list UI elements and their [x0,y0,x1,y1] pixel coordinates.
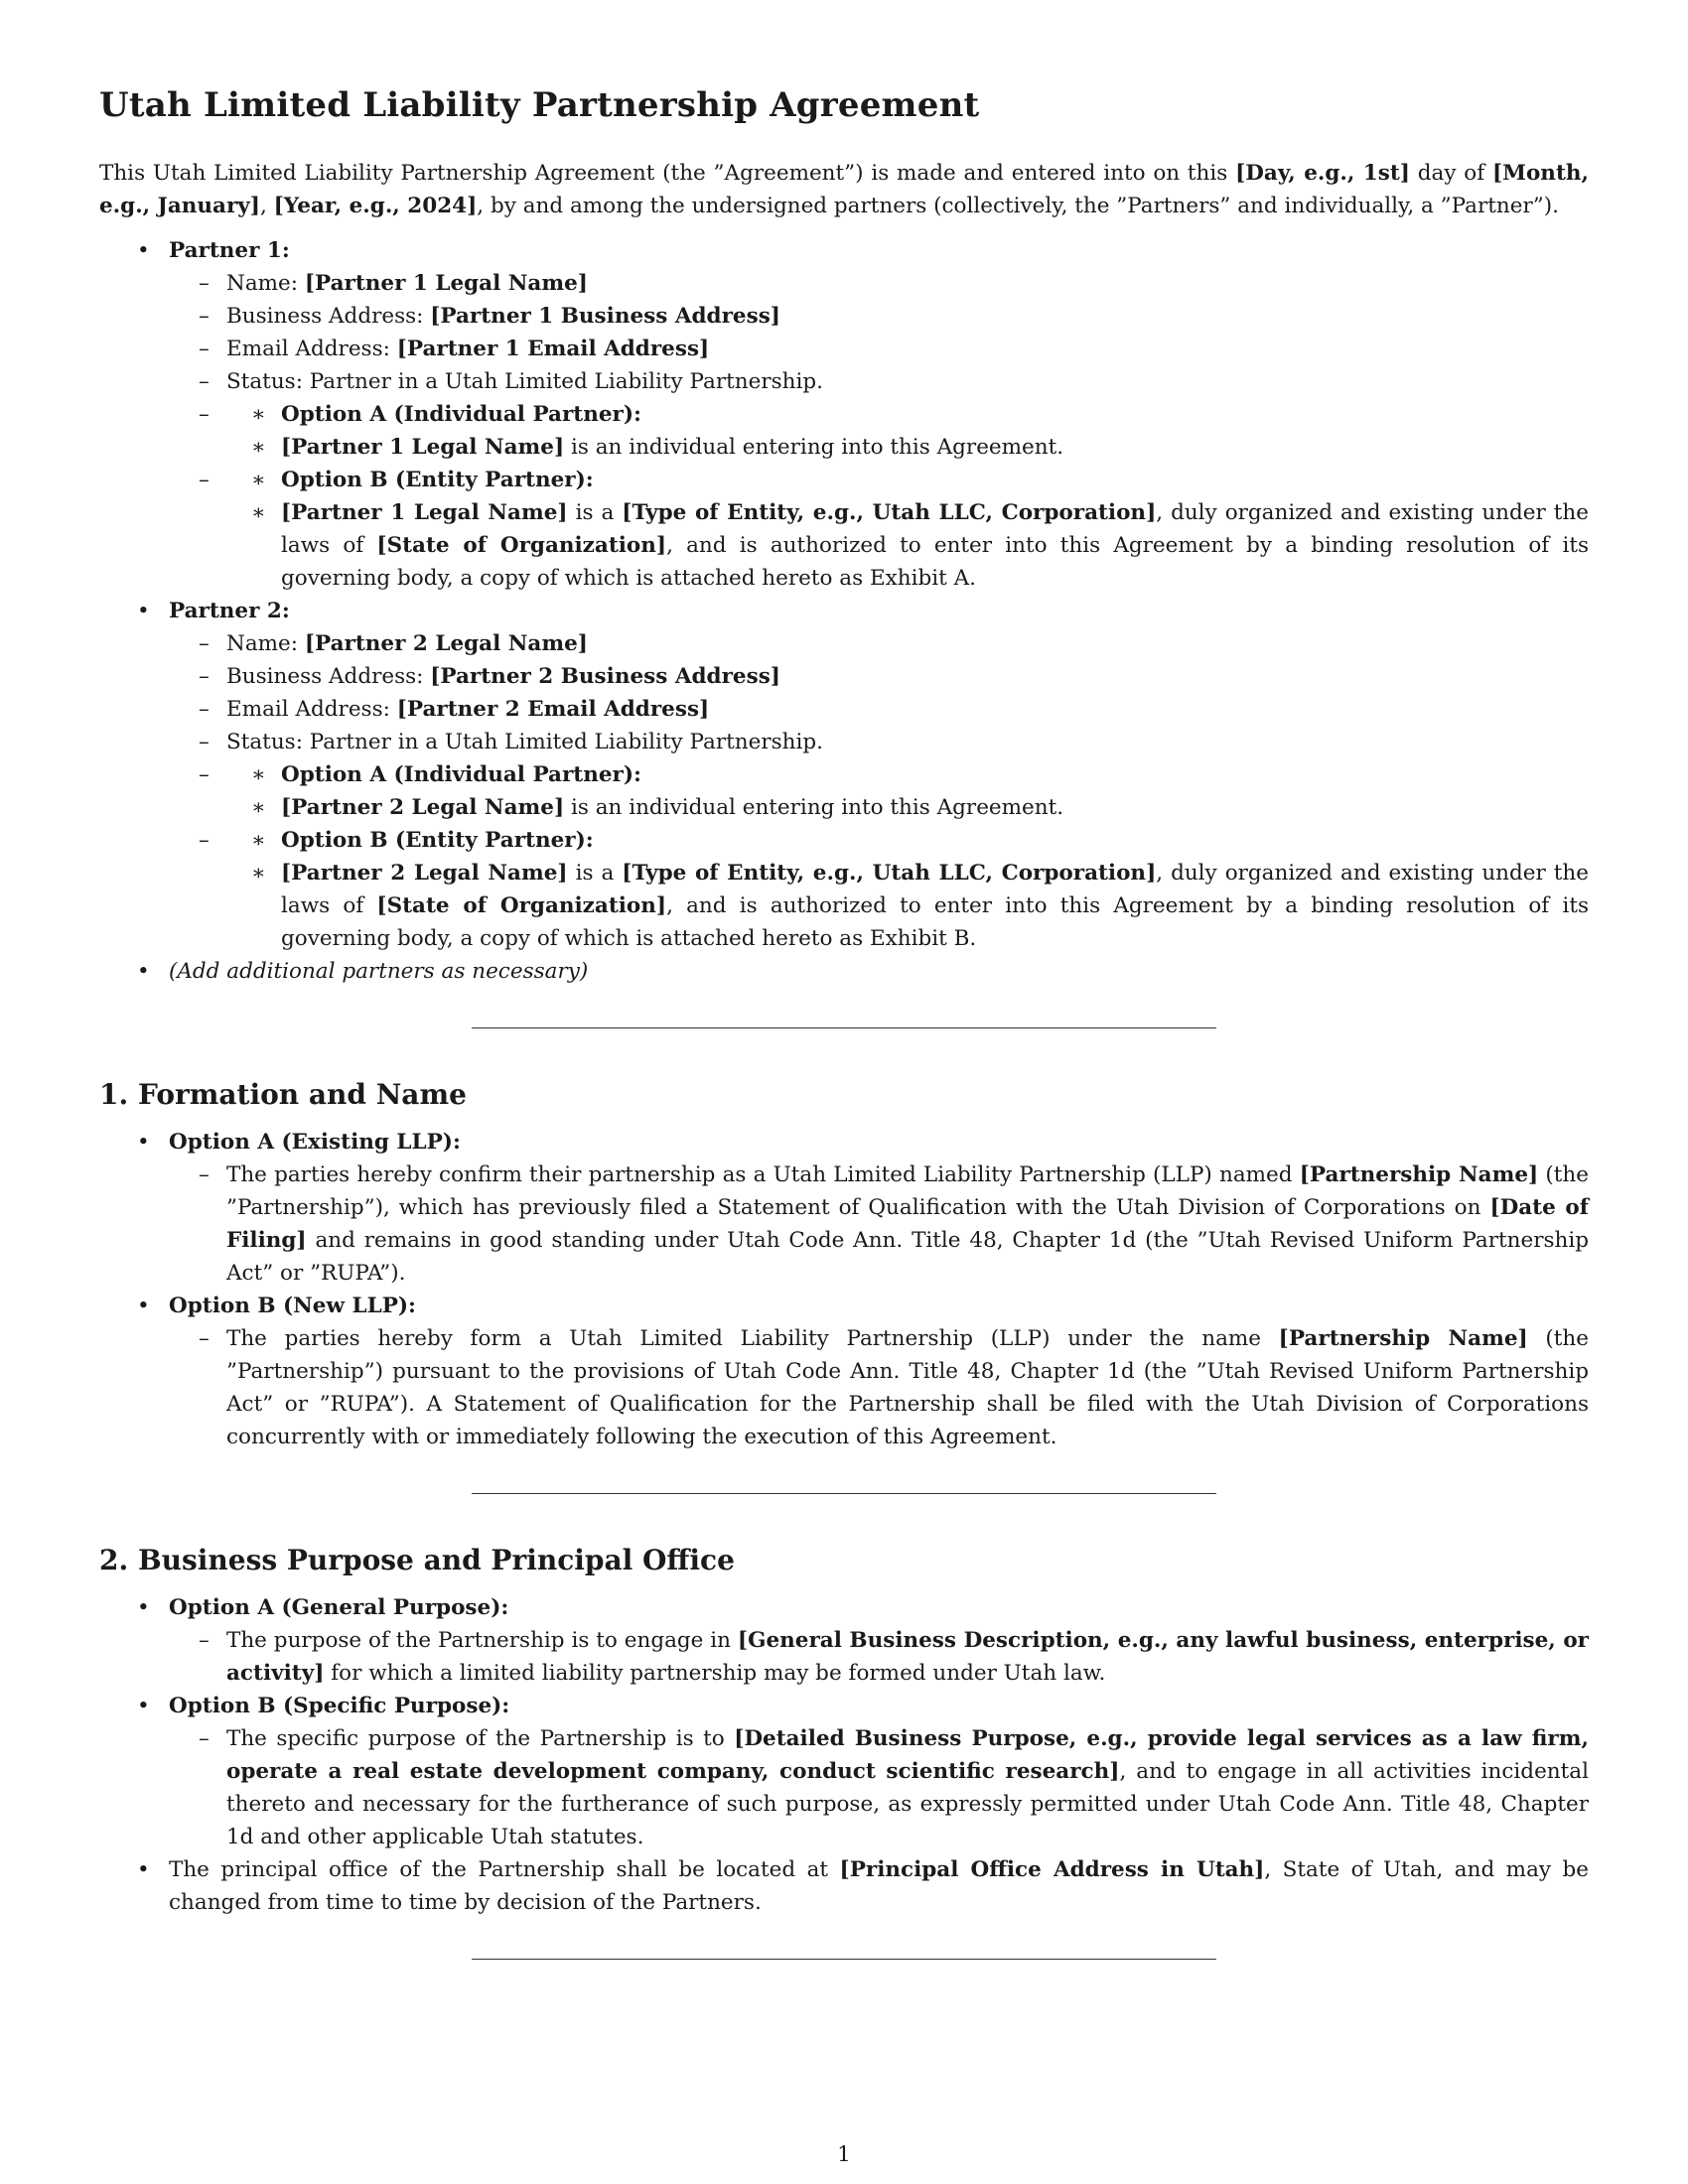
section-1-option-b [99,1290,1589,1453]
option-b-text [226,496,1589,595]
intro-text: , by and among the undersigned partners (collectively, the ”Partners” and individually, a ”Partner”). [477,194,1559,218]
body-text: The purpose of the Partnership is to engage in [226,1628,738,1653]
partner-list [99,234,1589,988]
option-b-heading [226,824,1589,857]
name-label: Name: [226,271,305,296]
body-text: , and to engage in all activities incidental thereto and necessary for the furtherance of such purpose, as expressly permitted under Utah Code Ann. Title 48, Chapter 1d and other applicable Utah statutes. [226,1759,1589,1849]
option-b-body: is a [567,500,623,525]
address-placeholder: [Partner 2 Business Address] [430,664,780,689]
body-text: (the ”Partnership”) pursuant to the provisions of Utah Code Ann. Title 48, Chapter 1d (the ”Utah Revised Uniform Partnership Act” or ”RUPA”). A Statement of Qualification for the Partnership shall be filed with the Utah Division of Corporations concurrently with or immediately following the execution of this Agreement. [226,1326,1589,1449]
date-of-filing-placeholder: [Date of Filing] [226,1195,1589,1253]
section-1-heading: 1. Formation and Name [99,1078,467,1111]
option-a-body: is an individual entering into this Agreement. [564,795,1064,820]
name-placeholder: [Partner 1 Legal Name] [281,435,565,460]
additional-partners-note [99,955,1589,988]
body-text: for which a limited liability partnership may be formed under Utah law. [324,1661,1106,1686]
section-divider [472,1493,1216,1494]
email-label: Email Address: [226,697,397,722]
partner-2-status: – Status: Partner in a Utah Limited Liability Partnership. [169,726,1589,758]
name-label: Name: [226,631,305,656]
intro-text: , [259,194,274,218]
option-b-body: , and is authorized to enter into this Agreement by a binding resolution of its governing body, a copy of which is attached hereto as Exhibit A. [281,533,1590,591]
document-page [99,83,1589,1960]
option-heading: Option B (Specific Purpose): [169,1694,510,1718]
section-1-options [99,1126,1589,1453]
option-a-list [226,398,1589,464]
partner-1-heading: Partner 1: [169,238,290,263]
business-description-placeholder: [General Business Description, e.g., any lawful business, enterprise, or activity] [226,1628,1589,1686]
option-a-heading [226,758,1589,791]
principal-office-placeholder: [Principal Office Address in Utah] [839,1857,1265,1882]
email-placeholder: [Partner 2 Email Address] [396,697,710,722]
intro-text: This Utah Limited Liability Partnership Agreement (the ”Agreement”) is made and entered into on this [99,161,1236,186]
entity-type-placeholder: [Type of Entity, e.g., Utah LLC, Corporation] [622,500,1157,525]
section-2-option-a [99,1591,1589,1690]
address-label: Business Address: [226,304,431,329]
section-1-option-b-text [169,1322,1589,1453]
address-placeholder: [Partner 1 Business Address] [430,304,780,329]
section-2-options [99,1591,1589,1919]
partner-2-details [169,627,1589,955]
name-placeholder: [Partner 2 Legal Name] [281,861,568,886]
option-a-text [226,431,1589,464]
business-purpose-placeholder: [Detailed Business Purpose, e.g., provide legal services as a law firm, operate a real estate development company, conduct scientific research] [226,1726,1589,1784]
section-1-option-a-text [169,1159,1589,1290]
partner-2-option-a [169,758,1589,824]
partner-2-email [169,693,1589,726]
entity-type-placeholder: [Type of Entity, e.g., Utah LLC, Corporation] [622,861,1157,886]
partner-1-status: – Status: Partner in a Utah Limited Liability Partnership. [169,365,1589,398]
section-formation [99,1076,1589,1453]
option-b-body: is a [567,861,623,886]
intro-text: day of [1409,161,1492,186]
partnership-name-placeholder: [Partnership Name] [1278,1326,1528,1351]
intro-day-placeholder: [Day, e.g., 1st] [1235,161,1410,186]
section-2-heading: 2. Business Purpose and Principal Office [99,1544,735,1576]
partner-2-item [99,595,1589,955]
name-placeholder: [Partner 2 Legal Name] [281,795,565,820]
option-body-list [169,1322,1589,1453]
additional-partners-text: (Add additional partners as necessary) [169,959,589,984]
partnership-name-placeholder: [Partnership Name] [1299,1162,1539,1187]
option-b-heading [226,464,1589,496]
partner-1-option-b [169,464,1589,595]
name-placeholder: [Partner 1 Legal Name] [304,271,588,296]
option-a-list [226,758,1589,824]
page-number: 1 [837,2142,851,2167]
intro-paragraph [99,157,1589,222]
option-heading: Option B (New LLP): [169,1294,416,1318]
partner-2-heading: Partner 2: [169,599,290,623]
email-placeholder: [Partner 1 Email Address] [396,337,710,361]
intro-year-placeholder: [Year, e.g., 2024] [273,194,478,218]
intro-month-placeholder: [Month, e.g., January] [99,161,1589,218]
partner-1-option-a [169,398,1589,464]
body-text: , State of Utah, and may be changed from time to time by decision of the Partners. [169,1857,1589,1915]
option-b-text [226,857,1589,955]
email-label: Email Address: [226,337,397,361]
option-a-heading-text: Option A (Individual Partner): [281,402,641,427]
name-placeholder: [Partner 1 Legal Name] [281,500,568,525]
option-b-list [226,824,1589,955]
option-b-body: , duly organized and existing under the laws of [281,861,1589,918]
option-b-heading-text: Option B (Entity Partner): [281,828,594,853]
option-a-text [226,791,1589,824]
option-body-list [169,1624,1589,1690]
option-a-heading-text: Option A (Individual Partner): [281,762,641,787]
section-1-option-a [99,1126,1589,1290]
partner-2-name [169,627,1589,660]
option-b-body: , and is authorized to enter into this Agreement by a binding resolution of its governing body, a copy of which is attached hereto as Exhibit B. [281,893,1590,951]
body-text: and remains in good standing under Utah Code Ann. Title 48, Chapter 1d (the ”Utah Revised Uniform Partnership Act” or ”RUPA”). [226,1228,1589,1286]
section-divider [472,1959,1216,1960]
partner-1-address [169,300,1589,333]
option-b-list [226,464,1589,595]
section-2-principal-office [99,1853,1589,1919]
body-text: (the ”Partnership”), which has previously filed a Statement of Qualification with the Utah Division of Corporations on [226,1162,1589,1220]
body-text: The parties hereby confirm their partnership as a Utah Limited Liability Partnership (LLP) named [226,1162,1300,1187]
option-heading: Option A (Existing LLP): [169,1130,461,1155]
option-a-body: is an individual entering into this Agreement. [564,435,1064,460]
body-text: The specific purpose of the Partnership is to [226,1726,735,1751]
section-2-option-a-text [169,1624,1589,1690]
partner-1-details [169,267,1589,595]
partner-1-email [169,333,1589,365]
option-body-list [169,1159,1589,1290]
option-heading: Option A (General Purpose): [169,1595,509,1620]
address-label: Business Address: [226,664,431,689]
section-2-option-b [99,1690,1589,1853]
document-title: Utah Limited Liability Partnership Agreement [99,85,980,125]
partner-1-name [169,267,1589,300]
partner-1-item [99,234,1589,595]
option-b-body: , duly organized and existing under the laws of [281,500,1589,558]
partner-2-address [169,660,1589,693]
name-placeholder: [Partner 2 Legal Name] [304,631,588,656]
state-placeholder: [State of Organization] [376,533,667,558]
body-text: The parties hereby form a Utah Limited Liability Partnership (LLP) under the name [226,1326,1279,1351]
option-b-heading-text: Option B (Entity Partner): [281,468,594,492]
partner-2-option-b [169,824,1589,955]
section-business-purpose [99,1542,1589,1919]
section-divider [472,1027,1216,1028]
body-text: The principal office of the Partnership shall be located at [169,1857,840,1882]
state-placeholder: [State of Organization] [376,893,667,918]
option-a-heading [226,398,1589,431]
section-2-option-b-text [169,1722,1589,1853]
option-body-list [169,1722,1589,1853]
